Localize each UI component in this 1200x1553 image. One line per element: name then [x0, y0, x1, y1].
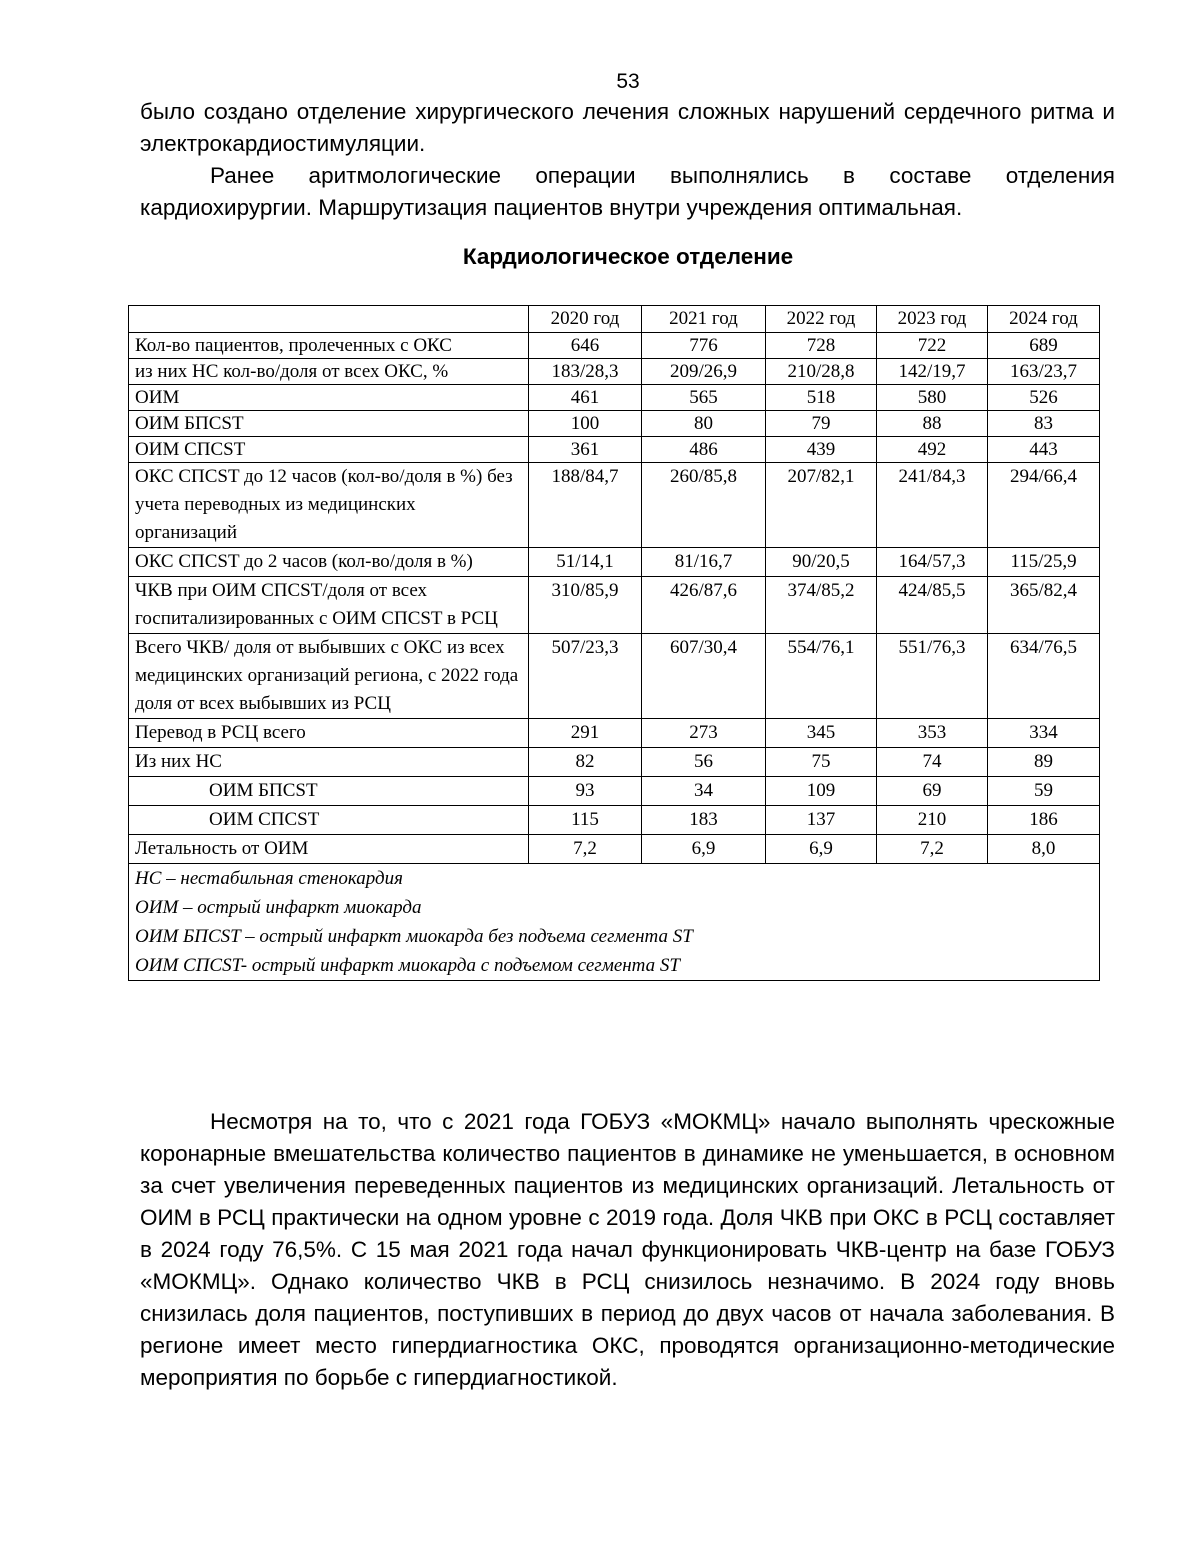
table-cell: 507/23,3: [529, 634, 642, 719]
row-label: Перевод в РСЦ всего: [129, 719, 529, 748]
table-row: [129, 777, 1100, 806]
table-cell: 526: [988, 385, 1100, 411]
table-cell: 492: [877, 437, 988, 463]
table-cell: 334: [988, 719, 1100, 748]
table-cell: 109: [766, 777, 877, 806]
table-notes-row: [129, 864, 1100, 981]
table-cell: 374/85,2: [766, 577, 877, 634]
table-cell: 183/28,3: [529, 359, 642, 385]
row-label: ОИМ СПСST: [129, 437, 529, 463]
table-cell: 74: [877, 748, 988, 777]
header-year: 2021 год: [642, 306, 766, 333]
note-line: ОИМ БПСST – острый инфаркт миокарда без подъема сегмента ST: [135, 926, 693, 947]
table-cell: 361: [529, 437, 642, 463]
row-label: Кол-во пациентов, пролеченных с ОКС: [129, 333, 529, 359]
table-cell: 164/57,3: [877, 548, 988, 577]
table-row: [129, 748, 1100, 777]
intro-paragraph-2: Ранее аритмологические операции выполнялись в составе отделения кардиохирургии. Маршрутизация пациентов внутри учреждения оптимальная.: [140, 163, 1115, 220]
row-label: ОИМ СПСST: [129, 806, 529, 835]
table-cell: 291: [529, 719, 642, 748]
table-cell: 79: [766, 411, 877, 437]
row-label: ОИМ БПСST: [129, 411, 529, 437]
section-title: Кардиологическое отделение: [462, 244, 794, 269]
table-cell: 34: [642, 777, 766, 806]
table-row: [129, 806, 1100, 835]
table-cell: 210/28,8: [766, 359, 877, 385]
table-cell: 186: [988, 806, 1100, 835]
table-cell: 115: [529, 806, 642, 835]
table-cell: 518: [766, 385, 877, 411]
table-cell: 7,2: [529, 835, 642, 864]
table-row: [129, 577, 1100, 634]
table-row: [129, 548, 1100, 577]
table-cell: 722: [877, 333, 988, 359]
row-label: Летальность от ОИМ: [129, 835, 529, 864]
table-cell: 634/76,5: [988, 634, 1100, 719]
table-cell: 426/87,6: [642, 577, 766, 634]
conclusion-paragraph: Несмотря на то, что с 2021 года ГОБУЗ «МОКМЦ» начало выполнять чрескожные коронарные вмешательства количество пациентов в динамике не уменьшается, в основном за счет увеличения переведенных пациентов из медицинских организаций. Летальность от ОИМ в РСЦ практически на одном уровне с 2019 года. Доля ЧКВ при ОКС в РСЦ составляет в 2024 году 76,5%. С 15 мая 2021 года начал функционировать ЧКВ-центр на базе ГОБУЗ «МОКМЦ». Однако количество ЧКВ в РСЦ снизилось незначимо. В 2024 году вновь снизилась доля пациентов, поступивших в период до двух часов от начала заболевания. В регионе имеет место гипердиагностика ОКС, проводятся организационно-методические мероприятия по борьбе с гипердиагностикой.: [140, 1109, 1115, 1390]
table-cell: 188/84,7: [529, 463, 642, 548]
table-cell: 443: [988, 437, 1100, 463]
table-cell: 207/82,1: [766, 463, 877, 548]
table-cell: 310/85,9: [529, 577, 642, 634]
table-row: [129, 463, 1100, 548]
table-cell: 59: [988, 777, 1100, 806]
table-cell: 81/16,7: [642, 548, 766, 577]
table-cell: 294/66,4: [988, 463, 1100, 548]
header-empty-cell: [129, 306, 529, 333]
table-cell: 607/30,4: [642, 634, 766, 719]
row-label: Из них НС: [129, 748, 529, 777]
table-cell: 83: [988, 411, 1100, 437]
table-cell: 365/82,4: [988, 577, 1100, 634]
table-cell: 209/26,9: [642, 359, 766, 385]
intro-text: [140, 96, 1115, 224]
table-notes: [129, 864, 1100, 981]
header-year: 2020 год: [529, 306, 642, 333]
table-cell: 646: [529, 333, 642, 359]
note-line: ОИМ СПСST- острый инфаркт миокарда с подъемом сегмента ST: [135, 955, 680, 976]
table-cell: 353: [877, 719, 988, 748]
row-label: ЧКВ при ОИМ СПСST/доля от всех госпитализированных с ОИМ СПСST в РСЦ: [129, 577, 529, 634]
table-cell: 137: [766, 806, 877, 835]
table-cell: 115/25,9: [988, 548, 1100, 577]
table-cell: 728: [766, 333, 877, 359]
note-line: НС – нестабильная стенокардия: [135, 868, 404, 889]
cardiology-table: [128, 305, 1100, 981]
table-cell: 345: [766, 719, 877, 748]
table-cell: 88: [877, 411, 988, 437]
table-cell: 580: [877, 385, 988, 411]
row-label: ОКС СПСST до 2 часов (кол-во/доля в %): [129, 548, 529, 577]
page-number: 53: [616, 70, 640, 93]
table-cell: 776: [642, 333, 766, 359]
table-row: [129, 385, 1100, 411]
table-cell: 93: [529, 777, 642, 806]
table-cell: 90/20,5: [766, 548, 877, 577]
row-label: Всего ЧКВ/ доля от выбывших с ОКС из всех медицинских организаций региона, с 2022 года доля от всех выбывших из РСЦ: [129, 634, 529, 719]
table-cell: 554/76,1: [766, 634, 877, 719]
row-label: ОИМ БПСST: [129, 777, 529, 806]
row-label: ОКС СПСST до 12 часов (кол-во/доля в %) без учета переводных из медицинских организаций: [129, 463, 529, 548]
table-row: [129, 437, 1100, 463]
table-cell: 82: [529, 748, 642, 777]
table-row: [129, 634, 1100, 719]
table-cell: 461: [529, 385, 642, 411]
table-cell: 210: [877, 806, 988, 835]
table-cell: 80: [642, 411, 766, 437]
header-year: 2023 год: [877, 306, 988, 333]
table-cell: 89: [988, 748, 1100, 777]
table-cell: 273: [642, 719, 766, 748]
table-cell: 689: [988, 333, 1100, 359]
table-cell: 551/76,3: [877, 634, 988, 719]
table-row: [129, 411, 1100, 437]
table-cell: 56: [642, 748, 766, 777]
table-cell: 75: [766, 748, 877, 777]
table-row: [129, 835, 1100, 864]
table-cell: 565: [642, 385, 766, 411]
header-year: 2022 год: [766, 306, 877, 333]
table-row: [129, 359, 1100, 385]
table-cell: 486: [642, 437, 766, 463]
intro-paragraph-1: было создано отделение хирургического лечения сложных нарушений сердечного ритма и электрокардиостимуляции.: [140, 99, 1115, 156]
table-cell: 8,0: [988, 835, 1100, 864]
table-cell: 260/85,8: [642, 463, 766, 548]
table-cell: 183: [642, 806, 766, 835]
table-cell: 142/19,7: [877, 359, 988, 385]
conclusion-text: [140, 1106, 1115, 1394]
table-cell: 163/23,7: [988, 359, 1100, 385]
table-cell: 7,2: [877, 835, 988, 864]
table-cell: 241/84,3: [877, 463, 988, 548]
table-cell: 51/14,1: [529, 548, 642, 577]
note-line: ОИМ – острый инфаркт миокарда: [135, 897, 422, 918]
table-row: [129, 333, 1100, 359]
table-cell: 100: [529, 411, 642, 437]
table-row: [129, 719, 1100, 748]
row-label: ОИМ: [129, 385, 529, 411]
table-cell: 424/85,5: [877, 577, 988, 634]
header-year: 2024 год: [988, 306, 1100, 333]
row-label: из них НС кол-во/доля от всех ОКС, %: [129, 359, 529, 385]
table-cell: 69: [877, 777, 988, 806]
table-header-row: [129, 306, 1100, 333]
table-cell: 439: [766, 437, 877, 463]
table-cell: 6,9: [642, 835, 766, 864]
table-cell: 6,9: [766, 835, 877, 864]
